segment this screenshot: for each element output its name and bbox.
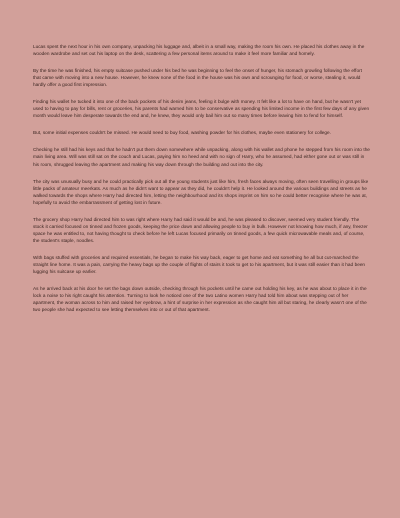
paragraph-7: The grocery shop Harry had directed him to was right where Harry had said it would be and, he was pleased to discover, seemed very student friendly. The stock it carried focused on tinned and frozen goods, keeping the price down and allowing people to buy in bulk. However not knowing how much, if any, freezer space he was entitled to, not having thought to check before he left Lucas focused primarily on tinned goods, a few quick microwavable meals and, of course, the student's staple, noodles. bbox=[33, 216, 368, 243]
paragraph-2: By the time he was finished, his empty suitcase pushed under his bed he was beginning to feel the onset of hunger, his stomach growling following the effort that came with moving into a new house. However, he knew none of the food in the house was his own and scrounging for food, or worse, stealing it, would hardly offer a good first impression. bbox=[33, 68, 362, 88]
paragraph-9: As he arrived back at his door he set the bags down outside, checking through his pockets until he came out holding his key, as he was about to place it in the lock a noise to his right caught his attention. Turning to look he noticed one of the two Latino women Harry had told him about was stepping out of her apartment, the woman across to him and raised her eyebrow, a hint of surprise in her expression as she caught him all but staring, he clearly wasn't one of the two people she had expected to see letting themselves into or out of that apartment. bbox=[33, 286, 367, 313]
paragraph-5: Checking he still had his keys and that he hadn't put them down somewhere while unpacking, along with his wallet and phone he stepped from his room into the main living area. Will was still sat on the couch and Lucas, paying him no heed and with no sign of Harry, who he assumed, had either gone out or was still in his room, shrugged leaving the apartment and making his way down through the building and out into the city. bbox=[33, 147, 370, 167]
paragraph-1: Lucas spent the next hour in his own company, unpacking his luggage and, albeit in a small way, making the room his own. He placed his clothes away in the wooden wardrobe and set out his laptop on the desk, scattering a few personal items around to make it feel more familiar and homely. bbox=[33, 44, 365, 57]
paragraph-4: But, some initial expenses couldn't be missed. He would need to buy food, washing powder for his clothes, maybe even stationery for college. bbox=[33, 130, 331, 136]
paragraph-8: With bags stuffed with groceries and required essentials, he began to make his way back, eager to get home and eat something he all but cut-marched the straight line home. It was a pain, carrying the heavy bags up the couple of flights of stairs it took to get to his apartment, but it was still easier than it had been lugging his suitcase up earlier. bbox=[33, 254, 366, 275]
paragraph-6: The city was unusually busy and he could practically pick out all the young students just like him, fresh faces always moving, often seen travelling in groups like little packs of amateur meerkats. As much as he didn't want to appear as they did, he couldn't help it. He looked around the various buildings and streets as he walked towards the shops where Harry had directed him, letting the neighbourhood and its shops imprint on him so he could better recognise where he was at, hopefully to avoid the embarrassment of getting lost in future. bbox=[33, 178, 369, 205]
paragraph-3: Finding his wallet he tucked it into one of the back pockets of his denim jeans, feeling it bulge with money. It felt like a lot to have on hand, but he wasn't yet used to having to pay for bills, rent or groceries, his parents had warned him to be conservative as spending his limited income in the first few days of any given month would leave him desperate towards the end and, he knew, they would only bail him out so many times before leaving him to fend for himself. bbox=[33, 99, 370, 119]
